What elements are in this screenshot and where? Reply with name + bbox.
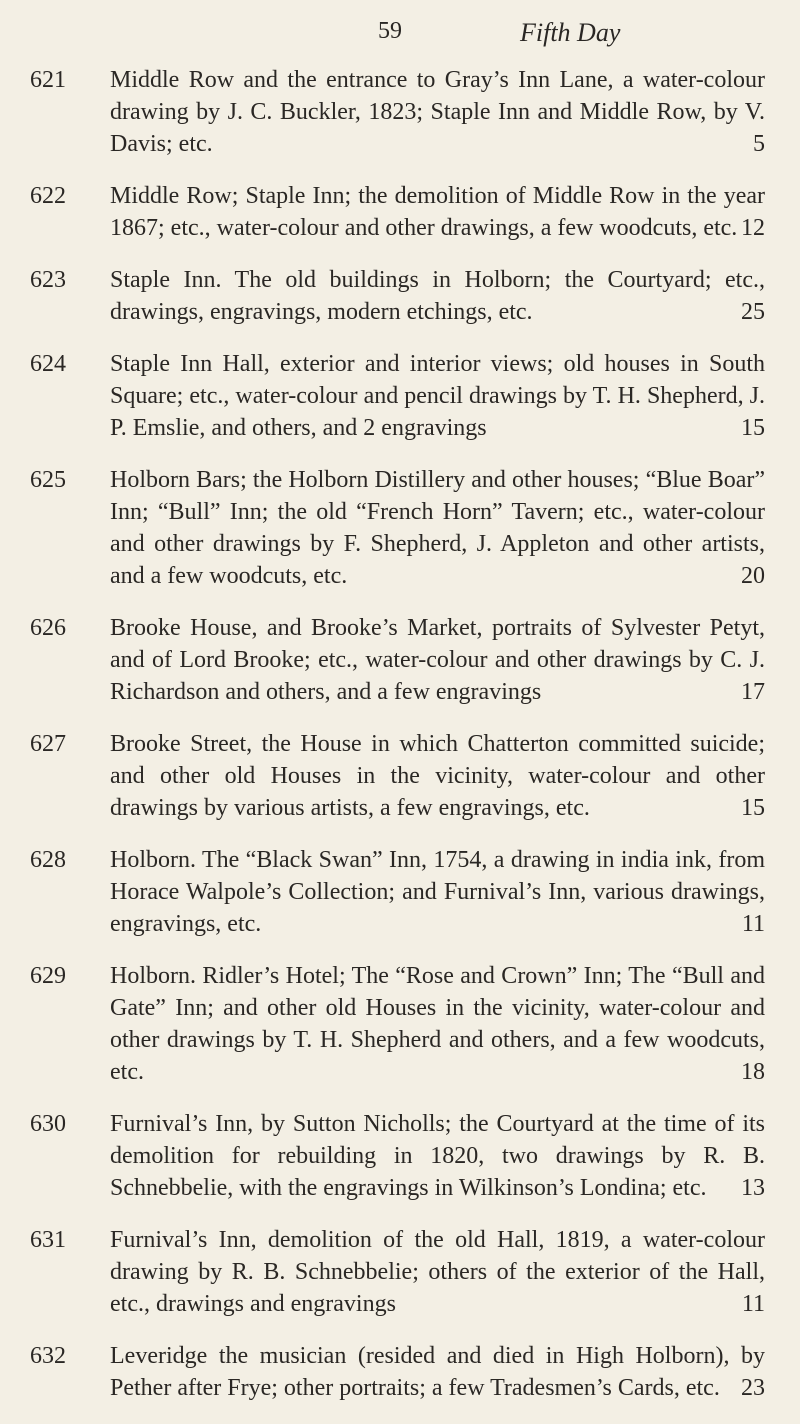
lot-text: Staple Inn. The old buildings in Holborn; the Courtyard; etc., drawings, engravings, modern etchings, etc. (110, 267, 765, 325)
lot-quantity: 17 (741, 679, 765, 705)
lot-quantity: 20 (741, 563, 765, 589)
lot-number: 623 (30, 267, 66, 293)
lot-quantity: 23 (741, 1375, 765, 1401)
lot-text: Furnival’s Inn, demolition of the old Hall, 1819, a water-colour drawing by R. B. Schnebbelie; others of the exterior of the Hall, etc., drawings and engravings (110, 1227, 765, 1317)
lot-text: Brooke House, and Brooke’s Market, portraits of Sylvester Petyt, and of Lord Brooke; etc., water-colour and other drawings by C. J. Richardson and others, and a few engravings (110, 615, 765, 705)
lot-entry (0, 464, 800, 592)
lot-number: 629 (30, 963, 66, 989)
lot-number: 630 (30, 1111, 66, 1137)
lot-description (110, 960, 765, 1088)
lot-description (110, 1108, 765, 1204)
lot-number: 626 (30, 615, 66, 641)
lot-description (110, 64, 765, 160)
lot-entry (0, 348, 800, 444)
lot-entry (0, 264, 800, 328)
lot-number: 627 (30, 731, 66, 757)
lot-text: Middle Row and the entrance to Gray’s Inn Lane, a water-colour drawing by J. C. Buckler, 1823; Staple Inn and Middle Row, by V. Davis; etc. (110, 67, 765, 157)
lot-entry (0, 728, 800, 824)
lot-number: 624 (30, 351, 66, 377)
lot-entry (0, 1108, 800, 1204)
lot-quantity: 5 (753, 131, 765, 157)
lot-text: Brooke Street, the House in which Chatterton committed suicide; and other old Houses in the vicinity, water-colour and other drawings by various artists, a few engravings, etc. (110, 731, 765, 821)
lot-list (0, 64, 800, 1424)
lot-number: 621 (30, 67, 66, 93)
lot-text: Leveridge the musician (resided and died in High Holborn), by Pether after Frye; other portraits; a few Tradesmen’s Cards, etc. (110, 1343, 765, 1401)
lot-quantity: 25 (741, 299, 765, 325)
lot-description (110, 728, 765, 824)
lot-number: 625 (30, 467, 66, 493)
lot-quantity: 15 (741, 795, 765, 821)
lot-quantity: 13 (741, 1175, 765, 1201)
lot-text: Staple Inn Hall, exterior and interior views; old houses in South Square; etc., water-colour and pencil drawings by T. H. Shepherd, J. P. Emslie, and others, and 2 engravings (110, 351, 765, 441)
lot-entry (0, 64, 800, 160)
lot-quantity: 12 (741, 215, 765, 241)
lot-description (110, 264, 765, 328)
lot-quantity: 11 (741, 1291, 765, 1317)
lot-number: 631 (30, 1227, 66, 1253)
page-header (0, 18, 800, 50)
lot-text: Furnival’s Inn, by Sutton Nicholls; the Courtyard at the time of its demolition for rebuilding in 1820, two drawings by R. B. Schnebbelie, with the engravings in Wilkinson’s Londina; etc. (110, 1111, 765, 1201)
lot-entry (0, 844, 800, 940)
page-number: 59 (378, 18, 402, 44)
lot-number: 632 (30, 1343, 66, 1369)
running-title: Fifth Day (520, 18, 621, 47)
lot-entry (0, 180, 800, 244)
lot-entry (0, 1224, 800, 1320)
lot-number: 628 (30, 847, 66, 873)
lot-quantity: 15 (741, 415, 765, 441)
lot-entry (0, 612, 800, 708)
lot-description (110, 180, 765, 244)
lot-text: Holborn. Ridler’s Hotel; The “Rose and Crown” Inn; The “Bull and Gate” Inn; and other old Houses in the vicinity, water-colour and other drawings by T. H. Shepherd and others, and a few woodcuts, etc. (110, 963, 765, 1085)
lot-description (110, 348, 765, 444)
lot-text: Middle Row; Staple Inn; the demolition of Middle Row in the year 1867; etc., water-colour and other drawings, a few woodcuts, etc. (110, 183, 765, 241)
lot-quantity: 11 (741, 911, 765, 937)
lot-quantity: 18 (741, 1059, 765, 1085)
lot-number: 622 (30, 183, 66, 209)
lot-description (110, 1340, 765, 1404)
lot-description (110, 612, 765, 708)
lot-text: Holborn Bars; the Holborn Distillery and other houses; “Blue Boar” Inn; “Bull” Inn; the old “French Horn” Tavern; etc., water-colour and other drawings by F. Shepherd, J. Appleton and other artists, and a few woodcuts, etc. (110, 467, 765, 589)
lot-text: Holborn. The “Black Swan” Inn, 1754, a drawing in india ink, from Horace Walpole’s Collection; and Furnival’s Inn, various drawings, engravings, etc. (110, 847, 765, 937)
lot-description (110, 464, 765, 592)
lot-entry (0, 960, 800, 1088)
lot-entry (0, 1340, 800, 1404)
lot-description (110, 844, 765, 940)
lot-description (110, 1224, 765, 1320)
